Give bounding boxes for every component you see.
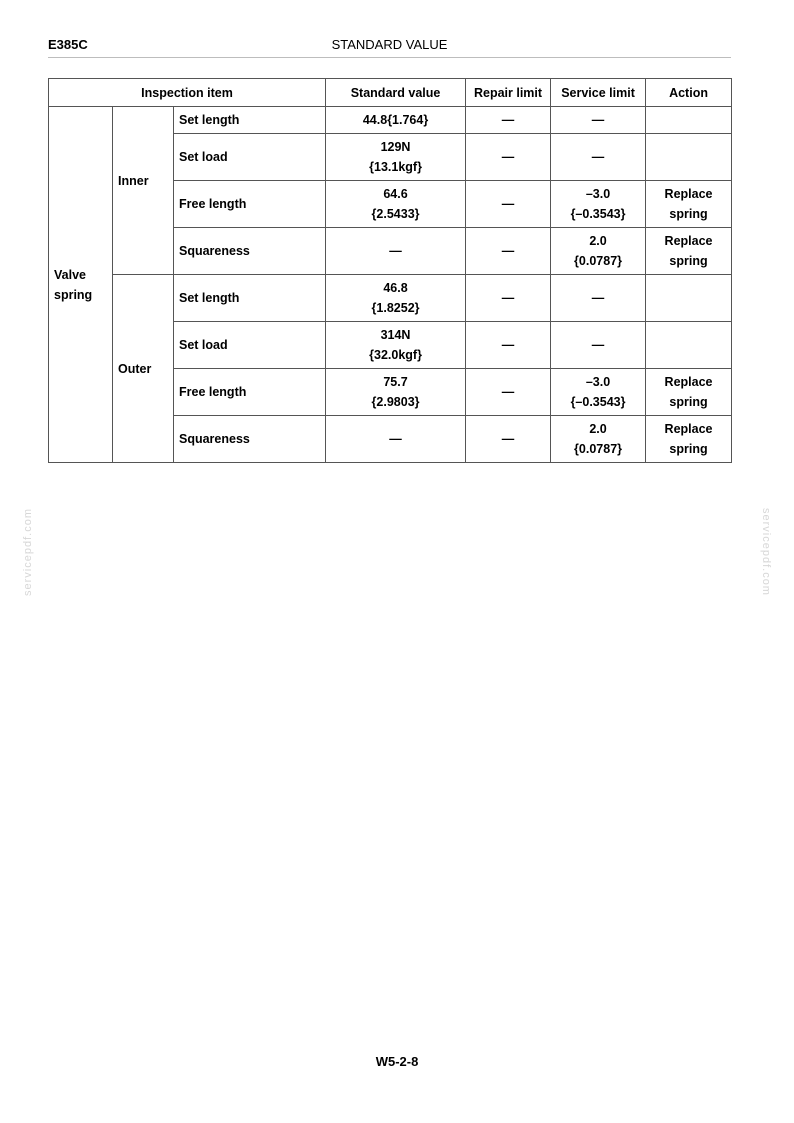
table-row: [49, 275, 732, 322]
repair-limit-cell: —: [466, 107, 551, 134]
repair-limit-cell: —: [466, 322, 551, 369]
standard-value-cell: 46.8 {1.8252}: [326, 275, 466, 322]
group-label-valve-spring: Valve spring: [49, 107, 113, 463]
service-limit-cell: —: [551, 275, 646, 322]
action-cell: [646, 322, 732, 369]
action-cell: Replace spring: [646, 228, 732, 275]
action-cell: [646, 134, 732, 181]
watermark-left: servicepdf.com: [22, 508, 34, 596]
section-title: STANDARD VALUE: [331, 37, 448, 52]
repair-limit-cell: —: [466, 275, 551, 322]
item-cell: Set length: [174, 275, 326, 322]
standard-value-cell: 44.8{1.764}: [326, 107, 466, 134]
standard-value-cell: 64.6 {2.5433}: [326, 181, 466, 228]
repair-limit-cell: —: [466, 416, 551, 463]
repair-limit-cell: —: [466, 134, 551, 181]
repair-limit-cell: —: [466, 228, 551, 275]
header-standard-value: Standard value: [326, 79, 466, 107]
action-cell: [646, 275, 732, 322]
action-cell: Replace spring: [646, 181, 732, 228]
item-cell: Free length: [174, 369, 326, 416]
service-limit-cell: —: [551, 107, 646, 134]
item-cell: Set load: [174, 322, 326, 369]
standard-value-table: [48, 78, 732, 463]
page-number: W5-2-8: [375, 1054, 419, 1069]
header-repair-limit: Repair limit: [466, 79, 551, 107]
repair-limit-cell: —: [466, 369, 551, 416]
subgroup-label-inner: Inner: [113, 107, 174, 275]
standard-value-cell: —: [326, 416, 466, 463]
item-cell: Squareness: [174, 416, 326, 463]
standard-value-cell: 75.7 {2.9803}: [326, 369, 466, 416]
action-cell: Replace spring: [646, 369, 732, 416]
service-limit-cell: 2.0 {0.0787}: [551, 416, 646, 463]
header-inspection-item: Inspection item: [49, 79, 326, 107]
action-cell: Replace spring: [646, 416, 732, 463]
standard-value-cell: —: [326, 228, 466, 275]
item-cell: Free length: [174, 181, 326, 228]
standard-value-cell: 129N {13.1kgf}: [326, 134, 466, 181]
service-limit-cell: —: [551, 322, 646, 369]
repair-limit-cell: —: [466, 181, 551, 228]
item-cell: Squareness: [174, 228, 326, 275]
service-limit-cell: –3.0 {–0.3543}: [551, 181, 646, 228]
action-cell: [646, 107, 732, 134]
subgroup-label-outer: Outer: [113, 275, 174, 463]
service-limit-cell: 2.0 {0.0787}: [551, 228, 646, 275]
header-action: Action: [646, 79, 732, 107]
page-header: [48, 37, 731, 58]
table-row: [49, 107, 732, 134]
table-header-row: [49, 79, 732, 107]
header-service-limit: Service limit: [551, 79, 646, 107]
document-code: E385C: [48, 37, 88, 52]
watermark-right: servicepdf.com: [760, 508, 772, 596]
item-cell: Set load: [174, 134, 326, 181]
standard-value-cell: 314N {32.0kgf}: [326, 322, 466, 369]
service-limit-cell: –3.0 {–0.3543}: [551, 369, 646, 416]
item-cell: Set length: [174, 107, 326, 134]
service-limit-cell: —: [551, 134, 646, 181]
